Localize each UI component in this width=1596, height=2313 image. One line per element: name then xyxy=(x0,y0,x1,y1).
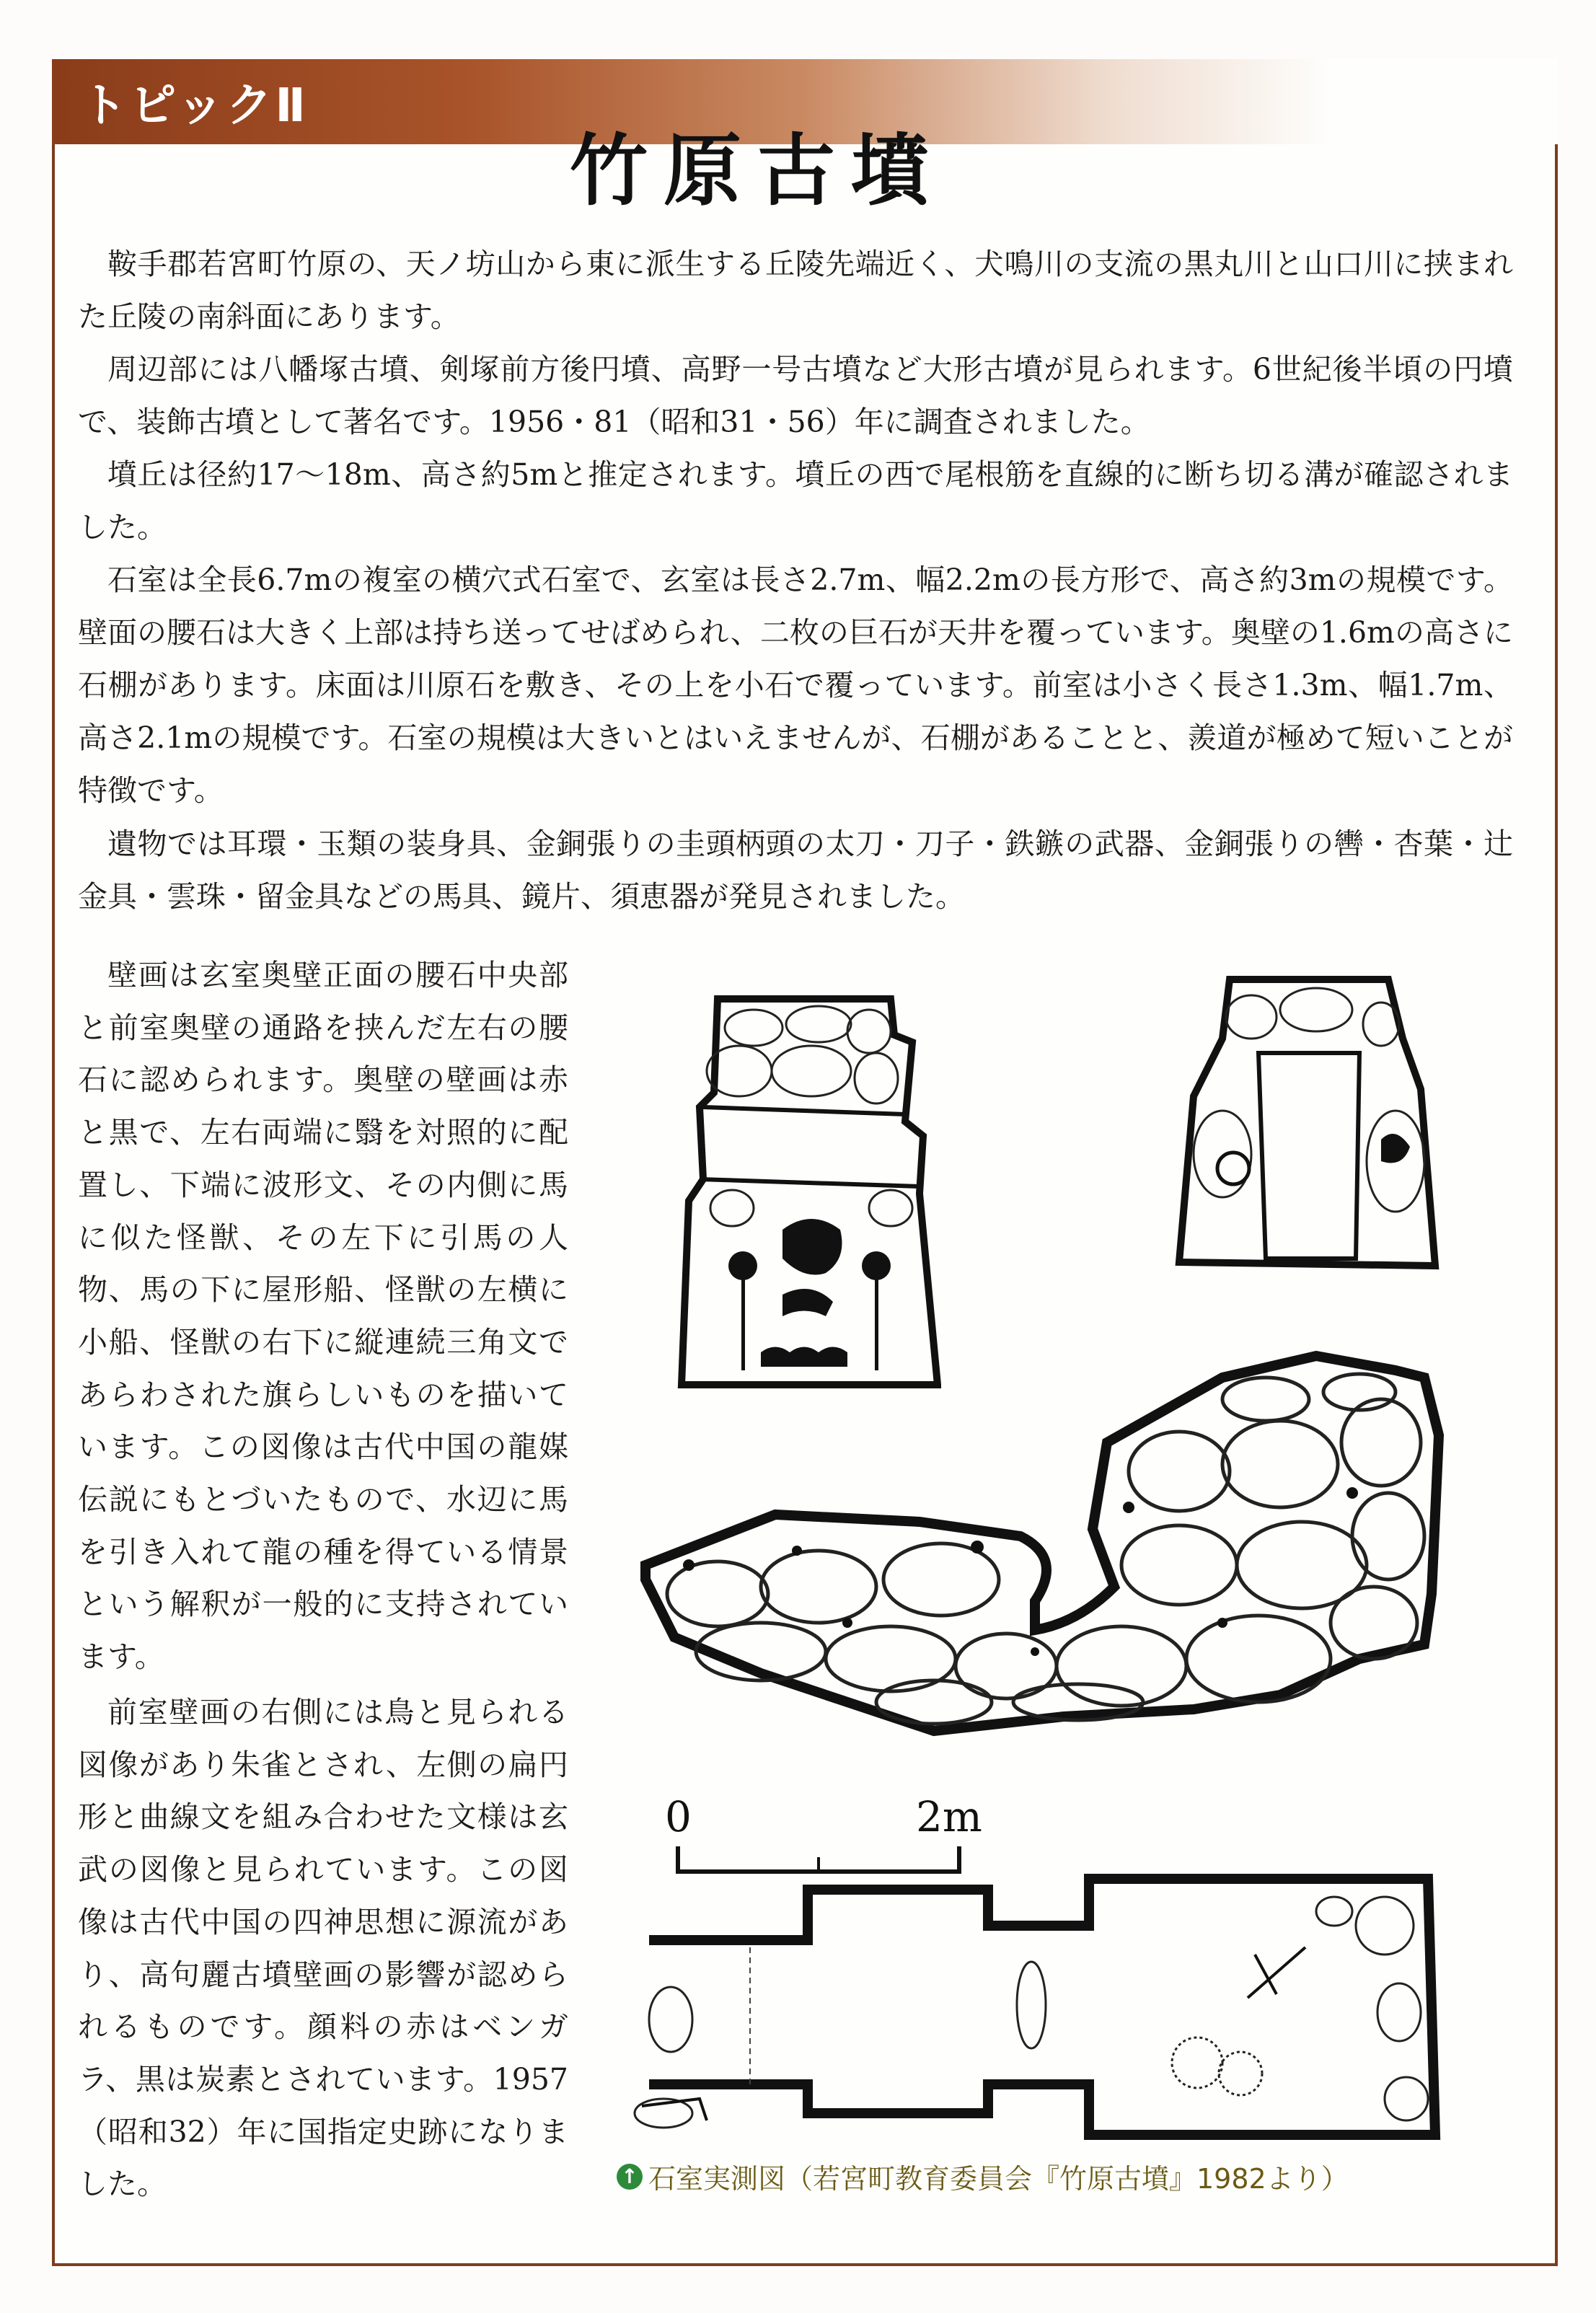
paragraph-mound: 墳丘は径約17～18m、高さ約5mと推定されます。墳丘の西で尾根筋を直線的に断ち切る溝が確認されました。 xyxy=(78,457,1513,545)
paragraph-location: 鞍手郡若宮町竹原の、天ノ坊山から東に派生する丘陵先端近く、犬鳴川の支流の黒丸川と山口川に挟まれた丘陵の南斜面にあります。 xyxy=(78,247,1513,334)
paragraph-murals: 壁画は玄室奥壁正面の腰石中央部と前室奥壁の通路を挟んだ左右の腰石に認められます。奥壁の壁画は赤と黒で、左右両端に翳を対照的に配置し、下端に波形文、その内側に馬に似た怪獣、その左下に引馬の人物、馬の下に屋形船、怪獣の左横に小船、怪獣の右下に縦連続三角文であらわされた旗らしいものを描いています。この図像は古代中国の龍媒伝説にもとづいたもので、水辺に馬を引き入れて龍の種を得ている情景という解釈が一般的に支持されています。 xyxy=(78,958,568,1675)
scale-label-zero: 0 xyxy=(665,1792,692,1841)
paragraph-stone-chamber: 石室は全長6.7mの複室の横穴式石室で、玄室は長さ2.7m、幅2.2mの長方形で、高さ約3mの規模です。壁面の腰石は大きく上部は持ち送ってせばめられ、二枚の巨石が天井を覆っています。奥壁の1.6mの高さに石棚があります。床面は川原石を敷き、その上を小石で覆っています。前室は小さく長さ1.3m、幅1.7m、高さ2.1mの規模です。石室の規模は大きいとはいえませんが、石棚があることと、羨道が極めて短いことが特徴です。 xyxy=(78,563,1513,808)
topic-label: トピックⅡ xyxy=(81,79,309,133)
paragraph-artifacts: 遺物では耳環・玉類の装身具、金銅張りの圭頭柄頭の太刀・刀子・鉄鏃の武器、金銅張りの轡・杏葉・辻金具・雲珠・留金具などの馬具、鏡片、須恵器が発見されました。 xyxy=(78,827,1513,914)
floor-plan-drawing xyxy=(627,1868,1442,2156)
rear-wall-drawing xyxy=(674,992,941,1396)
front-chamber-drawing xyxy=(1172,974,1442,1277)
paragraph-front-mural: 前室壁画の右側には鳥と見られる図像があり朱雀とされ、左側の扁円形と曲線文を組み合わせた文様は玄武の図像と見られています。この図像は古代中国の四神思想に源流があり、高句麗古墳壁画の影響が認められるものです。顔料の赤はベンガラ、黒は炭素とされています。1957（昭和32）年に国指定史跡になりました。 xyxy=(78,1695,568,2202)
page-title: 竹原古墳 xyxy=(570,125,945,216)
stone-chamber-section xyxy=(631,1349,1446,1753)
figure-caption xyxy=(617,2156,1349,2196)
figure-caption-text: 石室実測図（若宮町教育委員会『竹原古墳』1982より） xyxy=(648,2163,1349,2195)
paragraph-surroundings: 周辺部には八幡塚古墳、剣塚前方後円墳、高野一号古墳など大形古墳が見られます。6世紀後半頃の円墳で、装飾古墳として著名です。1956・81（昭和31・56）年に調査されました。 xyxy=(78,352,1513,439)
up-arrow-icon: ↑ xyxy=(617,2164,643,2190)
scale-label-two-m: 2m xyxy=(916,1792,982,1841)
